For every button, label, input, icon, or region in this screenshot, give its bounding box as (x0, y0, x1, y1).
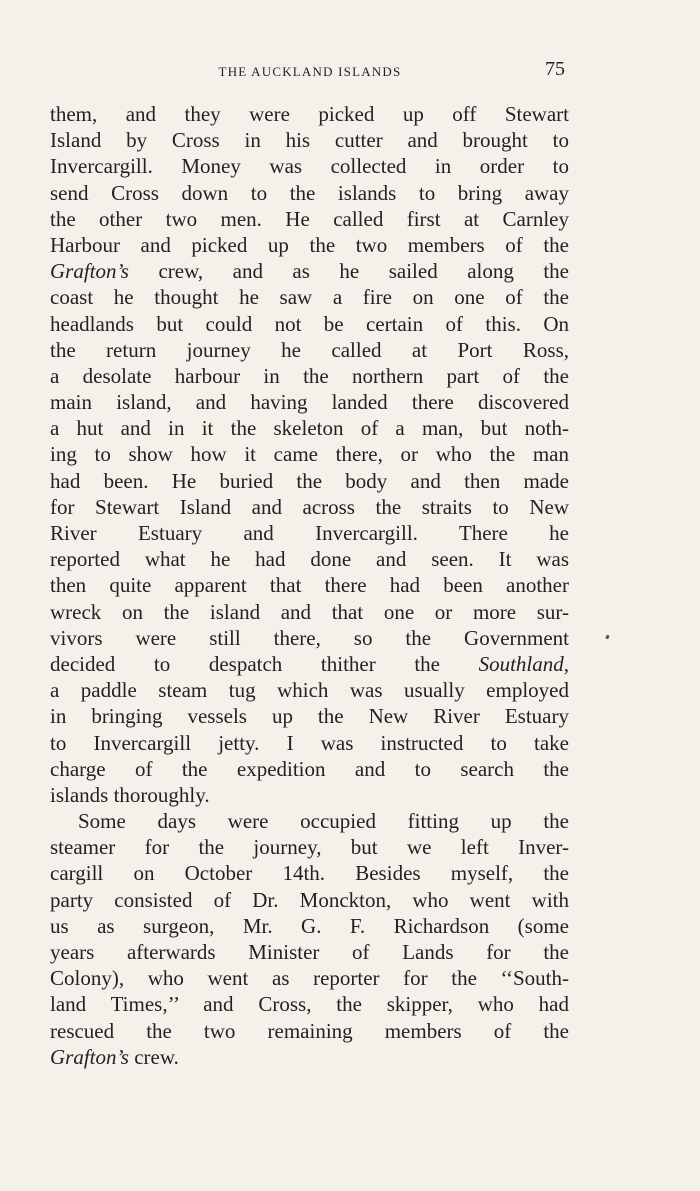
text-line: ing to show how it came there, or who the man (50, 442, 569, 467)
text-line (50, 258, 569, 284)
text-line: land Times,’’ and Cross, the skipper, who had (50, 992, 569, 1017)
text-line: charge of the expedition and to search the (50, 756, 569, 781)
text-line: islands thoroughly. (50, 782, 210, 807)
text-line: the return journey he called at Port Ross, (50, 337, 569, 362)
text-line: steamer for the journey, but we left Inver- (50, 835, 569, 860)
text-line: them, and they were picked up off Stewart (50, 102, 569, 126)
text-line: Some days were occupied fitting up the (78, 809, 569, 834)
text-line (50, 651, 569, 677)
body-text (50, 101, 569, 1070)
text-line: vivors were still there, so the Government (50, 625, 569, 650)
text-line: Invercargill. Money was collected in order to (50, 154, 569, 179)
text-line-start: decided to despatch thither the (50, 651, 479, 676)
text-line: Island by Cross in his cutter and brought to (50, 128, 569, 153)
ship-name-italic: Grafton’s (50, 259, 129, 284)
text-line: cargill on October 14th. Besides myself, the (50, 861, 569, 886)
text-line: to Invercargill jetty. I was instructed to take (50, 730, 569, 755)
text-line: us as surgeon, Mr. G. F. Richardson (some (50, 913, 569, 938)
text-line: headlands but could not be certain of this. On (50, 311, 569, 336)
running-title: THE AUCKLAND ISLANDS (218, 64, 402, 79)
text-line: main island, and having landed there discovered (50, 390, 569, 415)
text-line: send Cross down to the islands to bring away (50, 180, 569, 205)
ink-speck (605, 635, 609, 640)
text-line: Colony), who went as reporter for the ‘‘South- (50, 966, 569, 991)
text-line-rest: crew. (128, 1044, 179, 1069)
text-line: a hut and in it the skeleton of a man, but noth- (50, 416, 569, 441)
paragraph-1 (50, 101, 569, 808)
page-number: 75 (545, 58, 565, 80)
paragraph-2 (50, 808, 569, 1070)
text-line: then quite apparent that there had been another (50, 573, 569, 598)
text-line: the other two men. He called first at Carnley (50, 206, 569, 231)
text-line: a desolate harbour in the northern part of the (50, 363, 569, 388)
text-line: River Estuary and Invercargill. There he (50, 521, 569, 545)
text-line (50, 1044, 569, 1070)
ship-name-italic: Southland, (478, 651, 569, 676)
text-line: party consisted of Dr. Monckton, who went with (50, 887, 569, 912)
text-line: reported what he had done and seen. It was (50, 547, 569, 572)
text-line: wreck on the island and that one or more sur- (50, 599, 569, 624)
text-line: for Stewart Island and across the straits to New (50, 494, 569, 519)
text-line: had been. He buried the body and then made (50, 468, 569, 493)
text-line-rest: crew, and as he sailed along the (128, 259, 569, 284)
text-line: years afterwards Minister of Lands for the (50, 940, 569, 964)
page-header (50, 58, 570, 86)
text-line: in bringing vessels up the New River Estuary (50, 704, 569, 729)
text-line: Harbour and picked up the two members of the (50, 232, 569, 257)
text-line: coast he thought he saw a fire on one of the (50, 285, 569, 310)
ship-name-italic: Grafton’s (50, 1044, 129, 1069)
text-line: a paddle steam tug which was usually employed (50, 678, 569, 703)
text-line: rescued the two remaining members of the (50, 1018, 569, 1043)
